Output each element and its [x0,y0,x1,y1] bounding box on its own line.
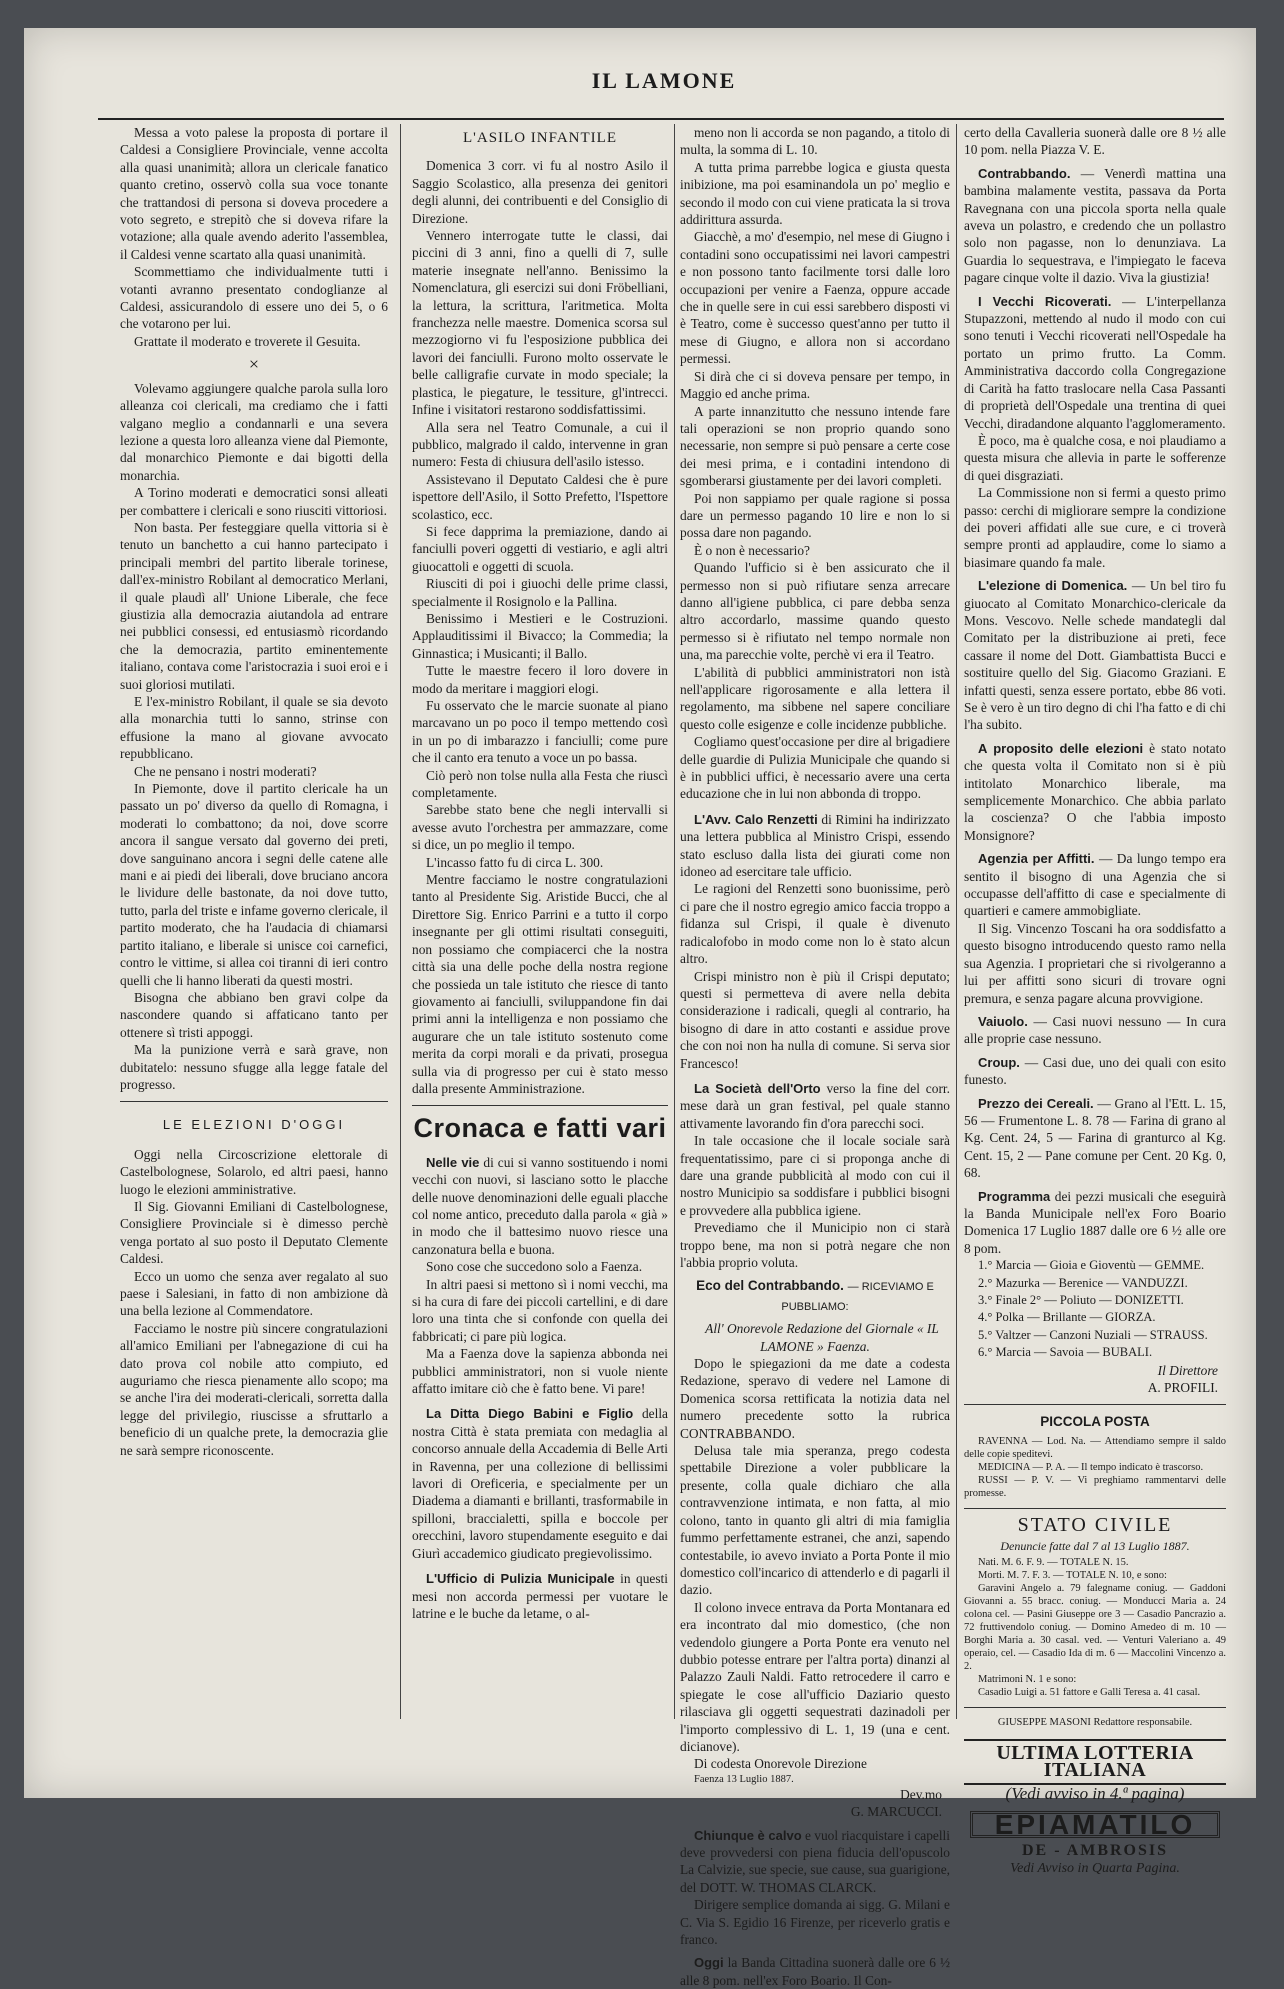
paragraph: Ciò però non tolse nulla alla Festa che riuscì completamente. [412,767,668,801]
item-renzetti: L'Avv. Calo Renzetti di Rimini ha indirizzato una lettera pubblica al Ministro Crispi, essendo stato escluso dalla lista dei giurati come non idoneo ad esercitare tale ufficio. [680,811,951,880]
paragraph: Assistevano il Deputato Caldesi che è pure ispettore dell'Asilo, il Sotto Prefetto, l'Ispettore scolastico, ecc. [412,471,668,522]
paragraph: Si fece dapprima la premiazione, dando ai fanciulli poveri oggetti di vestiario, e agli altri giuocattoli e oggetti di scuola. [412,523,668,574]
paragraph: Oggi nella Circoscrizione elettorale di Castelbolognese, Solarolo, ed altri paesi, hanno luogo le elezioni amministrative. [120,1146,388,1197]
paragraph: Cogliamo quest'occasione per dire al brigadiere delle guardie di Pulizia Municipale che quando si è in pubblici uffici, è necessario avere una certa educazione che in lui non abbonda di troppo. [680,734,950,802]
ad-epiamatilo-maker: DE - AMBROSIS [1021,1842,1169,1860]
paragraph: Grattate il moderato e troverete il Gesuita. [134,333,361,349]
paragraph: Delusa tale mia speranza, prego codesta spettabile Direzione a voler pubblicare la presente, colla quale dichiaro che alla contravvenzione intimata, e non fatta, al mio colono, tanto in quanto gli altri di mia famiglia fummo perfettamente estranei, che anzi, sapendo contestabile, io avevo inviato a Porta Ponte il mio domestico coll'incarico di attenderlo e di pagarli il dazio. [680,1443,950,1598]
paragraph: Messa a voto palese la proposta di portare il Caldesi a Consigliere Provinciale, venne accolta alla quasi unanimità; allora un clericale fanatico quanto cretino, osservò colla sua voce tonante che trattandosi di persona si doveva procedere a voto segreto, e strepitò che si doveva rifare la votazione; alla quale avendo aderito l'assemblea, il Caldesi venne scartato alla quasi unanimità. [120,125,388,262]
ad-lotteria-title: ULTIMA LOTTERIA ITALIANA [964,1739,1226,1786]
paragraph: 4.° Polka — Brillante — GIORZA. [978,1310,1156,1325]
article-asilo [412,157,668,1097]
paragraph: Il Sig. Vincenzo Toscani ha ora soddisfatto a questo bisogno introducendo questo ramo nella sua Agenzia. I proprietari che si rivolgeranno a lui per affitti sono sicuri di trovare ogni premura, e senza pagare alcuna provvigione. [964,920,1226,1006]
paragraph: 3.° Finale 2° — Poliuto — DONIZETTI. [978,1293,1184,1307]
paragraph: Vennero interrogate tutte le classi, dai piccini di 3 anni, fino a quelli di 7, sulle materie insegnate nell'anno. Benissimo la Nomenclatura, gli esercizi sui doni Fröbelliani, la lettura, la scrittura, l'aritmetica. Molta franchezza nelle maestre. Domenica scorsa sul mezzogiorno vi fu l'esposizione pubblica dei lavori dei fanciulli. Furono molto osservate le belle calligrafie curvate in modo speciale; la plastica, le piegature, le tessiture, gl'intrecci. Infine i visitatori restarono soddisfattissimi. [412,228,668,418]
paragraph: Bisogna che abbiano ben gravi colpe da nascondere quando si affaticano tanto per ottenere sì tristi appoggi. [120,989,388,1040]
paragraph: Fu osservato che le marcie suonate al piano marcavano un po poco il tempo mettendo così in un po di imbarazzo i fanciulli; come pure che il canto era tenuto a voce un po bassa. [412,698,668,766]
column-rule [674,124,675,1719]
paragraph: Domenica 3 corr. vi fu al nostro Asilo il Saggio Scolastico, alla presenza dei genitori degli alunni, dei contribuenti e del Consiglio di Direzione. [412,158,668,226]
paragraph: Riusciti di poi i giuochi delle prime classi, specialmente il Rosignolo e la Pallina. [412,576,668,609]
paragraph: 2.° Mazurka — Berenice — VANDUZZI. [978,1275,1188,1290]
letter-date: Faenza 13 Luglio 1887. [694,1773,794,1785]
column-3 [680,124,951,1988]
item-calvo: Chiunque è calvo e vuol riacquistare i capelli deve provvedersi con piena fiducia dell'opuscolo La Calvizie, sue specie, sue cause, sua guarigione, del DOTT. W. THOMAS CLARCK. [680,1827,951,1895]
paragraph: 5.° Valtzer — Canzoni Nuziali — STRAUSS. [978,1327,1208,1342]
column-rule [400,124,401,1719]
paragraph: Scommettiamo che individualmente tutti i votanti avranno presentato condoglianze al Caldesi, assicurandolo di essere uno dei 5, o 6 che votarono per lui. [120,264,388,332]
paragraph: Mentre facciamo le nostre congratulazioni tanto al Presidente Sig. Aristide Bucci, che al Direttore Sig. Enrico Parrini e a tutto il corpo insegnante per gli ottimi risultati conseguiti, non possiamo che compiacerci che la nostra città sia una delle poche della nostra regione che possieda un tale istituto che riesce di tanto giovamento ai fanciulli, sviluppandone fin dai primi anni la intelligenza e non possiamo che augurare che un tale istituto sostenuto come merita da corpi morali e da privati, prosegua sulla via di progresso per cui è stato messo dalla presente Amministrazione. [412,872,668,1096]
item-vecchi-cont [964,432,1226,571]
cronaca-title: Cronaca e fatti vari [413,1113,667,1144]
eco-head: Eco del Contrabbando. — RICEVIAMO E PUBBLIAMO: [696,1278,934,1313]
item-programma: Programma dei pezzi musicali che eseguirà la Banda Municipale nell'ex Foro Boario Domenica 17 Luglio 1887 dalle ore 6 ½ alle ore 8 pom. [964,1188,1226,1256]
paragraph: Tutte le maestre fecero il loro dovere in modo da meritare i maggiori elogi. [412,663,668,696]
program-list [964,1257,1226,1361]
paragraph: Di codesta Onorevole Direzione [694,1756,867,1772]
paragraph: In tale occasione che il locale sociale sarà frequentatissimo, pare ci si proponga anche di dare una grande pubblicità al modo con cui il nostro Municipio sa soddisfare i pubblici bisogni e provvedere alla pubblica igiene. [680,1133,950,1218]
ad-epiamatilo-sub: Vedi Avviso in Quarta Pagina. [1010,1860,1180,1876]
paragraph: Le ragioni del Renzetti sono buonissime, però ci pare che il nostro egregio amico faccia troppo a fidanza sul Crispi, il quale è divenuto radicalofobo in modo come non lo è stato alcun altro. [680,881,950,967]
nati: Nati. M. 6. F. 9. — TOTALE N. 15. [978,1556,1129,1568]
divider [964,1508,1226,1509]
letter-body [680,1355,950,1773]
elezioni-title: LE ELEZIONI D'OGGI [162,1117,346,1133]
ad-lotteria-sub: (Vedi avviso in 4.ª pagina) [1005,1784,1185,1804]
paragraph: 1.° Marcia — Gioia e Gioventù — GEMME. [978,1258,1205,1273]
divider [964,1404,1226,1405]
matrimoni-list: Casadio Luigi a. 51 fattore e Galli Teresa a. 41 casal. [978,1686,1201,1698]
paragraph: Crispi ministro non è più il Crispi deputato; questi si permetteva di avere nella debita considerazione i radicali, quegli al contrario, ha bisogno di dare in atto costanti e assidue prove che con noi non ha nulla di comune. Si serva sior Francesco! [680,968,950,1071]
morti-list: Garavini Angelo a. 79 falegname coniug. — Gaddoni Giovanni a. 55 bracc. coniug. — Monducci Maria a. 24 colona cel. — Pasini Giuseppe ore 3 — Casadio Pancrazio a. 72 fruttivendolo coniug. — Domino Amedeo di m. 10 — Borghi Maria a. 30 casal. ved. — Venturi Valeriano a. 49 operaio, cel. — Casadio Ida di m. 6 — Maccolini Vincenzo a. 2. [964,1582,1226,1672]
column-2 [412,124,668,1719]
item-orto: La Società dell'Orto verso la fine del corr. mese darà un gran festival, pel quale stanno attivamente lavorando fin d'ora parecchi soci. [680,1080,950,1131]
paragraph: L'incasso fatto fu di circa L. 300. [426,854,604,870]
divider [120,1101,388,1102]
item-contrabbando: Contrabbando. — Venerdì mattina una bambina malamente vestita, passava da Porta Ravegnana con una piccola sporta nella quale aveva un polastro, e credendo che un pollastro solo non pagasse, non lo denunziava. La Guardia lo sequestrava, e l'impiegato le faceva pagare cinque volte il dazio. Viva la giustizia! [964,165,1226,286]
paragraph: L'abilità di pubblici amministratori non istà nell'applicare rigorosamente e alla lettera il regolamento, ma sibbene nel sapere conciliare questo colle esigenze e colle incidenze pubbliche. [680,664,950,732]
paragraph: Ma la punizione verrà e sarà grave, non dubitatelo: nessuno sfugge alla legge fatale del progresso. [120,1042,388,1092]
paragraph: Sarebbe stato bene che negli intervalli si avesse avuto l'orchestra per ammazzare, come si dice, un po meglio il tempo. [412,802,668,853]
newspaper-page [24,28,1256,1988]
paragraph: Poi non sappiamo per quale ragione si possa dare un permesso pagando 10 lire e non lo si possa dare non pagando. [680,490,950,541]
article-caldesi [120,124,388,350]
paragraph: A Torino moderati e democratici sonsi alleati per combattere i clericali e sono riusciti vittoriosi. [120,485,388,518]
divider [412,1105,668,1106]
matrimoni: Matrimoni N. 1 e sono: [978,1673,1077,1685]
paragraph: E l'ex-ministro Robilant, il quale se sia devoto alla monarchia tutti lo sanno, strinse con effusione la mano al giovane avvocato repubblicano. [120,694,388,762]
article-ufficio-cont [680,124,950,803]
article-alleanza [120,380,388,1094]
letter-signer: G. MARCUCCI. [850,1804,942,1820]
ad-epiamatilo-title: EPIAMATILO [970,1811,1220,1838]
paragraph: Il Sig. Giovanni Emiliani di Castelbolognese, Consigliere Provinciale si è dimesso perchè venga portato al suo posto il Deputato Clemente Caldesi. [120,1198,388,1267]
morti: Morti. M. 7. F. 3. — TOTALE N. 10, e sono: [978,1569,1167,1581]
item-agenzia: Agenzia per Affitti. — Da lungo tempo era sentito il bisogno di una Agenzia che si occupasse dell'affitto di case e specialmente di quartieri e camere ammobigliate. [964,851,1226,919]
stato-civile-sub: Denuncie fatte dal 7 al 13 Luglio 1887. [1000,1539,1190,1554]
item-babini: La Ditta Diego Babini e Figlio della nostra Città è stata premiata con medaglia al concorso annuale della Accademia di Belle Arti in Ravenna, per una collezione di bellissimi lavori di Oreficeria, e specialmente per un Diadema a diamanti e brillanti, trasformabile in spilloni, braccialetti, spilla e boccole per orecchini, lavoro stupendamente eseguito e dai Giurì accademico giudicato pregievolissimo. [412,1406,668,1561]
paragraph: RAVENNA — Lod. Na. — Attendiamo sempre il saldo delle copie speditevi. [964,1435,1226,1460]
paragraph: Che ne pensano i nostri moderati? [134,763,317,779]
gerente: GIUSEPPE MASONI Redattore responsabile. [997,1716,1193,1728]
masthead: IL LAMONE [591,68,737,93]
paragraph: MEDICINA — P. A. — Il tempo indicato è trascorso. [978,1461,1204,1473]
paragraph: Non basta. Per festeggiare quella vittoria si è tenuto un banchetto a cui hanno partecipato i principali membri del partito liberale torinese, dall'ex-ministro Robilant al democratico Merlani, il quale plaudì all' Unione Liberale, che fece giustizia alla democrazia aiutandola ad entrare nei pubblici consessi, ed entusiasmò ricordando che la democrazia, partito eminentemente italiano, contava come l'aristocrazia i suoi eroi e i suoi gloriosi mutilati. [120,519,388,692]
paragraph: 6.° Marcia — Savoia — BUBALI. [978,1345,1153,1360]
header-rule [98,118,1224,120]
item-renzetti-cont [680,880,950,1071]
column-1 [120,124,388,1719]
item-nelle-vie-cont [412,1258,668,1397]
item-oggi: Oggi la Banda Cittadina suonerà dalle ore 6 ½ alle 8 pom. nell'ex Foro Boario. Il Con- [680,1955,950,1988]
stato-civile-title: STATO CIVILE [1017,1513,1173,1536]
paragraph: Il colono invece entrava da Porta Montanara ed era incontrato dal mio domestico, (che non vedendolo giungere a Porta Ponte era venuto nel dubbio potesse entrare per l'altra porta) dinanzi al Palazzo Zauli Naldi. Fatto retrocedere il carro e spiegate le cose all'ufficio Daziario questo rilasciava gli oggetti sequestrati dazinadoli per l'importo complessivo di L. 1, 19 (una e cent. dicianove). [680,1599,950,1754]
paragraph: È o non è necessario? [694,542,811,558]
direttore-name: A. PROFILI. [1147,1380,1218,1396]
divider [964,1707,1226,1708]
column-rule [956,124,957,1719]
item-orto-cont [680,1132,950,1271]
item-nelle-vie: Nelle vie di cui si vanno sostituendo i nomi vecchi con nuovi, si lasciano sotto le placche delle nuove denominazioni delle eguali placche col nome antico, preceduto dalla parola « già » in modo che il battesimo nuovo riesce una canzonatura bella e buona. [412,1154,668,1257]
item-cereali: Prezzo dei Cereali. — Grano al l'Ett. L. 15, 56 — Frumentone L. 8. 78 — Farina di grano al Kg. Cent. 24, 5 — Farina di granturco al Kg. Cent. 15, 2 — Pane comune per Cent. 20 Kg. 0, 68. [964,1095,1226,1181]
paragraph: In Piemonte, dove il partito clericale ha un passato un po' diverso da quello di Romagna, i moderati lo combattono; da noi, dove scorre ancora il sangue versato dal governo dei preti, dove sanguinano ancora i segni delle catene alle mani e ai piedi dei liberali, dove bruciano ancora le lividure delle bastonate, da noi dove tutto, tutto, parla del triste e infame governo clericale, il partito moderato, che ha l'audacia di chiamarsi partito italiano, e liberale si unisce coi carnefici, contro le vittime, si allea coi tiranni di ieri contro quelli che li hanno liberati da questi mostri. [120,781,388,988]
paragraph: Sono cose che succedono solo a Faenza. [426,1259,643,1275]
paragraph: Ecco un uomo che senza aver regalato al suo paese i Salesiani, in fatto di non ambizione dà una bella lezione al Commendatore. [120,1268,388,1319]
letter-address: All' Onorevole Redazione del Giornale « IL LAMONE » Faenza. [705,1321,939,1354]
paragraph: A tutta prima parrebbe logica e giusta questa inibizione, ma poi esaminandola un po' meglio e secondo il modo con cui viene praticata la si trova addirittura assurda. [680,159,950,228]
asilo-title: L'ASILO INFANTILE [463,130,617,146]
paragraph: Ma a Faenza dove la sapienza abbonda nei pubblici amministratori, non si vuole niente affatto imitare ciò che è fatto bene. Vi pare! [412,1346,668,1397]
paragraph: Quando l'ufficio si è ben assicurato che il permesso non si può rifiutare senza arrecare danno all'igiene pubblica, ci pare debba senza altro accordarlo, massime quando questo permesso si è rifiutato nel tempo normale non una, ma parecchie volte, perchè vi era il Teatro. [680,560,950,663]
paragraph: Facciamo le nostre più sincere congratulazioni all'amico Emiliani per l'abnegazione di cui ha dato prova col nobile atto compiuto, ed auguriamo che riesca pienamente allo scopo; ma se anche l'ira dei moderati-clericali, sorretta dalla legge del privilegio, riuscisse a sfruttarlo a beneficio di un qualche prete, la democrazia glie ne sarà sempre riconoscente. [120,1320,388,1458]
paragraph: È poco, ma è qualche cosa, e noi plaudiamo a questa misura che allevia in parte le sofferenze di quei disgraziati. [964,432,1226,483]
paragraph: In altri paesi si mettono sì i nomi vecchi, ma si ha cura di fare dei piccoli cartellini, e di dare loro una tinta che si confonde con quella dei fabbricati; ci pare più logica. [412,1276,668,1344]
item-proposito: A proposito delle elezioni è stato notato che questa volta il Comitato non si è più intitolato Monarchico liberale, ma semplicemente Monarchico. Che abbia parlato la coscienza? O che l'abbia imposto Monsignore? [964,740,1226,843]
posta-list [964,1435,1226,1500]
paragraph: Dopo le spiegazioni da me date a codesta Redazione, speravo di vedere nel Lamone di Domenica scorsa rettificata la notizia data nel numero precedente sotto la rubrica CONTRABBANDO. [680,1356,950,1441]
article-elezioni [120,1146,388,1459]
paragraph: meno non li accorda se non pagando, a titolo di multa, la somma di L. 10. [680,125,950,158]
column-4 [964,124,1226,1876]
direttore-label: Il Direttore [1157,1362,1218,1378]
item-elezione: L'elezione di Domenica. — Un bel tiro fu giuocato al Comitato Monarchico-clericale da Mons. Vescovo. Nelle schede mandategli dal Comitato per la distribuzione ai preti, fece cassare il nome del Dott. Giambattista Bucci e sostituire quello del Sig. Giacomo Graziani. E infatti questi, senza essere portato, ebbe 86 voti. Se è vero è un tiro degno di chi l'ha fatto e di chi l'ha subito. [964,578,1226,733]
paragraph: A parte innanzitutto che nessuno intende fare tali operazioni se non proprio quando sono necessarie, non sempre si può pensare a certe cose dei mesi prima, e i contadini intendono di sgomberarsi giustamente per dei lavori completi. [680,403,950,489]
separator-mark: × [248,354,260,375]
item-croup: Croup. — Casi due, uno dei quali con esito funesto. [964,1054,1226,1088]
item-vecchi: I Vecchi Ricoverati. — L'interpellanza Stupazzoni, mettendo al nudo il modo con cui sono tenuti i Vecchi ricoverati nell'Ospedale ha portato un primo frutto. La Comm. Amministrativa daccordo colla Congregazione di Carità ha fatto traslocare nella Casa Passanti di proprietà dell'Ospedale una trentina di quei Vecchi, diradandone alquanto l'agglomeramento. [964,293,1226,431]
paragraph: Giacchè, a mo' d'esempio, nel mese di Giugno i contadini sono occupatissimi nei lavori campestri e non possono tanto facilmente torsi dalle loro occupazioni per venire a Faenza, oppure accade che in quelle sere in cui essi sarebbero disposti vi è Teatro, come è successo quest'anno per tutto il mese di Giugno, e allora non si accordano permessi. [680,229,950,367]
paragraph: Alla sera nel Teatro Comunale, a cui il pubblico, malgrado il caldo, intervenne in gran numero: Festa di chiusura dell'asilo istesso. [412,419,668,470]
letter-sign: Dev.mo [900,1786,942,1802]
item-calvo-cont [680,1896,950,1948]
item-concerto: certo della Cavalleria suonerà dalle ore 8 ½ alle 10 pom. nella Piazza V. E. [964,125,1226,158]
paragraph: La Commissione non si fermi a questo primo passo: cerchi di migliorare sempre la condizione dei poveri affidati alle sue cure, e ci troverà sempre pronti ad applaudire, come lo siamo a biasimare quando fa male. [964,485,1226,570]
paragraph: Prevediamo che il Municipio non ci starà troppo bene, ma non si potrà negare che non l'abbia proprio voluta. [680,1220,950,1270]
item-vaiuolo: Vaiuolo. — Casi nuovi nessuno — In cura alle proprie case nessuno. [964,1013,1226,1047]
item-agenzia-cont [964,920,1226,1007]
paragraph: Dirigere semplice domanda ai sigg. G. Milani e C. Via S. Egidio 16 Firenze, per riceverlo gratis e franco. [680,1897,950,1948]
paragraph: Volevamo aggiungere qualche parola sulla loro alleanza coi clericali, ma crediamo che i fatti valgano meglio a condannarli e una severa lezione a questa loro alleanza viene dal Piemonte, dal monarchico Piemonte e dai bigotti della monarchia. [120,380,388,483]
posta-title: PICCOLA POSTA [1040,1414,1150,1430]
item-ufficio: L'Ufficio di Pulizia Municipale in questi mesi non accorda permessi per vuotare le latrine e le buche da letame, o al- [412,1571,668,1621]
paragraph: RUSSI — P. V. — Vi preghiamo rammentarvi delle promesse. [964,1474,1226,1499]
paragraph: Si dirà che ci si doveva pensare per tempo, in Maggio ed anche prima. [680,368,950,402]
paragraph: Benissimo i Mestieri e le Costruzioni. Applauditissimi il Bivacco; la Commedia; la Ginnastica; i Musicanti; il Ballo. [412,610,668,661]
